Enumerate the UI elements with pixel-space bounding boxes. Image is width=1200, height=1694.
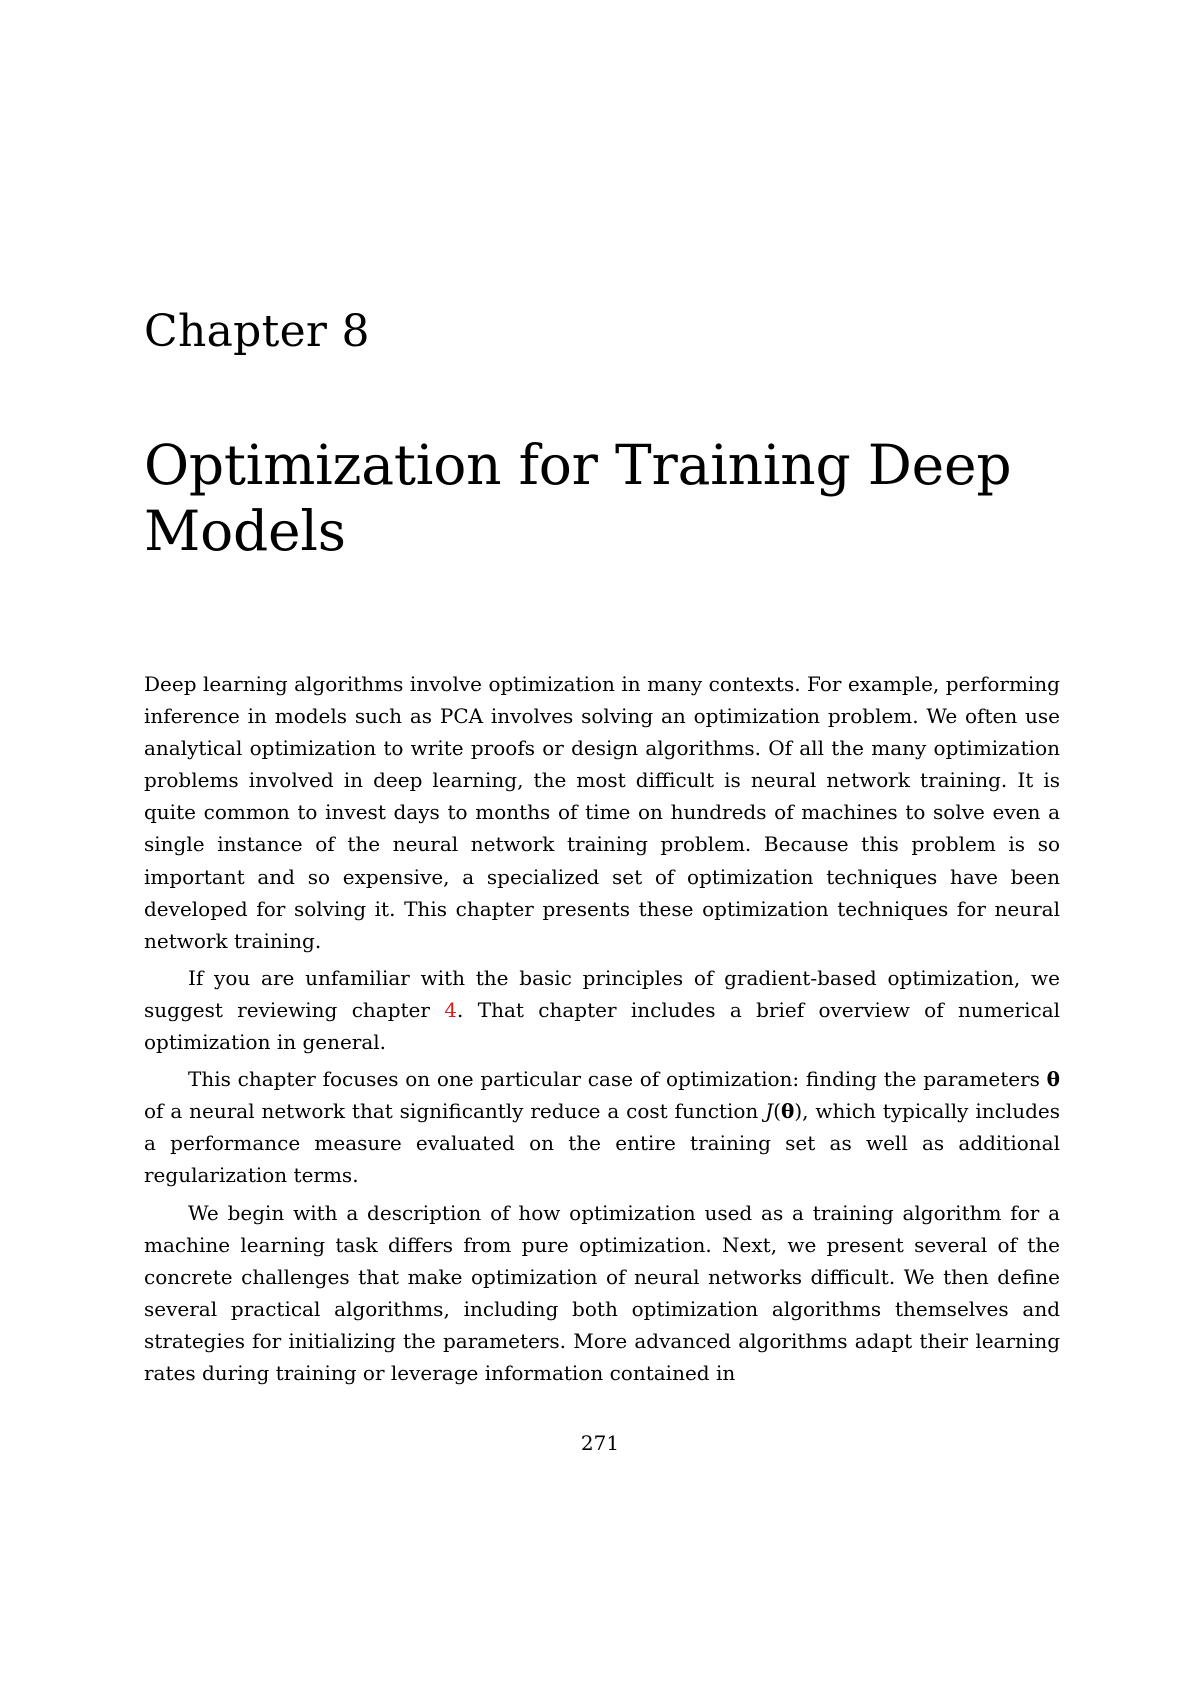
cost-function-open-paren: (	[773, 1099, 781, 1124]
chapter-label: Chapter 8	[144, 306, 370, 357]
paragraph-2-text-after: . That chapter includes a brief overview of numerical optimization in general.	[144, 997, 1061, 1055]
paragraph-2-text-before: If you are unfamiliar with the basic principles of gradient-based optimization, we suggest reviewing chapter	[144, 965, 1060, 1022]
theta-symbol: θ	[1046, 1067, 1060, 1092]
paragraph-1: Deep learning algorithms involve optimization in many contexts. For example, performing inference in models such as PCA involves solving an optimization problem. We often use analytical optimization to write proofs or design algorithms. Of all the many optimization problems involved in deep learning, the most difficult is neural network training. It is quite common to invest days to months of time on hundreds of machines to solve even a single instance of the neural network training problem. Because this problem is so important and so expensive, a specialized set of optimization techniques have been developed for solving it. This chapter presents these optimization techniques for neural network training.	[144, 672, 1060, 953]
paragraph-3-text-middle: of a neural network that significantly reduce a cost function	[144, 1099, 766, 1124]
chapter-body	[144, 668, 1060, 1394]
cost-function-close-paren: )	[794, 1099, 803, 1124]
paragraph-4: We begin with a description of how optimization used as a training algorithm for a machine learning task differs from pure optimization. Next, we present several of the concrete challenges that make optimization of neural networks difficult. We then define several practical algorithms, including both optimization algorithms themselves and strategies for initializing the parameters. More advanced algorithms adapt their learning rates during training or leverage information contained in	[144, 1200, 1060, 1385]
paragraph-2	[144, 962, 1060, 1058]
paragraph-3	[144, 1063, 1060, 1191]
chapter-reference-link[interactable]: 4	[444, 997, 458, 1022]
cost-function-name: J	[765, 1099, 774, 1124]
cost-function-theta: θ	[780, 1099, 795, 1124]
chapter-title: Optimization for Training Deep Models	[144, 433, 1012, 563]
page-number: 271	[580, 1431, 620, 1455]
paragraph-3-text-before: This chapter focuses on one particular case of optimization: finding the parameters	[188, 1067, 1047, 1092]
paragraph-3-text-after: , which typically includes a performance measure evaluated on the entire training set as well as additional regularization terms.	[144, 1099, 1060, 1188]
